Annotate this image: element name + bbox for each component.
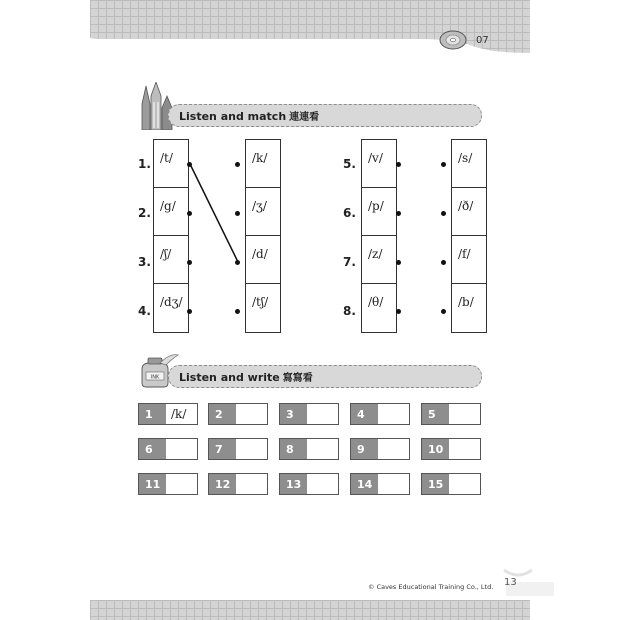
match-dot[interactable] (187, 211, 192, 216)
match-row-number: 2. (138, 206, 151, 220)
match-dot[interactable] (441, 211, 446, 216)
match-dot[interactable] (235, 162, 240, 167)
phoneme-column-left-2 (361, 139, 397, 333)
phoneme-cell: /k/ (246, 140, 280, 188)
match-dot[interactable] (187, 309, 192, 314)
write-box-number: 7 (209, 439, 236, 459)
match-row-number: 1. (138, 157, 151, 171)
write-box-number: 12 (209, 474, 236, 494)
match-row-number: 3. (138, 255, 151, 269)
phoneme-column-right-2 (451, 139, 487, 333)
phoneme-cell: /f/ (452, 236, 486, 284)
write-box-number: 14 (351, 474, 378, 494)
write-answer-box[interactable] (421, 473, 481, 495)
write-answer-box[interactable] (421, 438, 481, 460)
phoneme-column-right-1 (245, 139, 281, 333)
phoneme-cell: /d/ (246, 236, 280, 284)
match-dot[interactable] (187, 162, 192, 167)
write-answer-box[interactable] (138, 403, 198, 425)
write-section-banner (168, 365, 482, 388)
phoneme-cell: /b/ (458, 295, 474, 309)
write-box-number: 5 (422, 404, 449, 424)
phoneme-cell: /ð/ (452, 188, 486, 236)
page-number-top: 07 (476, 35, 489, 46)
match-dot[interactable] (441, 162, 446, 167)
match-dot[interactable] (235, 260, 240, 265)
cd-disc-icon (438, 29, 468, 51)
phoneme-cell: /z/ (362, 236, 396, 284)
phoneme-cell: /tʃ/ (252, 295, 269, 309)
phoneme-cell: /t/ (154, 140, 188, 188)
page-number-bottom: 13 (504, 577, 517, 588)
phoneme-cell: /θ/ (368, 295, 384, 309)
match-dot[interactable] (441, 309, 446, 314)
write-box-number: 1 (139, 404, 166, 424)
write-title-cn: 寫寫看 (282, 373, 313, 384)
write-box-number: 9 (351, 439, 378, 459)
phoneme-cell: /p/ (362, 188, 396, 236)
footer-grid-band (90, 600, 530, 620)
write-box-number: 4 (351, 404, 378, 424)
phoneme-cell: /ʃ/ (154, 236, 188, 284)
match-dot[interactable] (187, 260, 192, 265)
match-title-en: Listen and match (179, 110, 287, 123)
write-box-number: 10 (422, 439, 449, 459)
match-dot[interactable] (396, 162, 401, 167)
write-answer-box[interactable] (350, 403, 410, 425)
phoneme-cell: /dʒ/ (160, 295, 183, 309)
write-answer-box[interactable] (208, 403, 268, 425)
write-box-number: 15 (422, 474, 449, 494)
write-box-answer: /k/ (171, 407, 187, 421)
phoneme-cell: /g/ (154, 188, 188, 236)
phoneme-cell: /ʒ/ (246, 188, 280, 236)
match-dot[interactable] (235, 309, 240, 314)
match-dot[interactable] (396, 211, 401, 216)
match-row-number: 7. (343, 255, 356, 269)
phoneme-column-left-1 (153, 139, 189, 333)
example-match-line (190, 164, 238, 262)
write-answer-box[interactable] (279, 473, 339, 495)
write-box-number: 13 (280, 474, 307, 494)
match-row-number: 5. (343, 157, 356, 171)
write-box-number: 2 (209, 404, 236, 424)
write-answer-box[interactable] (279, 438, 339, 460)
write-answer-box[interactable] (208, 438, 268, 460)
match-dot[interactable] (235, 211, 240, 216)
write-box-number: 11 (139, 474, 166, 494)
phoneme-cell: /s/ (452, 140, 486, 188)
match-dot[interactable] (441, 260, 446, 265)
write-answer-box[interactable] (350, 473, 410, 495)
copyright-text: © Caves Educational Training Co., Ltd. (368, 583, 494, 591)
write-answer-box[interactable] (138, 438, 198, 460)
match-dot[interactable] (396, 260, 401, 265)
write-box-number: 3 (280, 404, 307, 424)
match-section-title (179, 108, 319, 123)
write-answer-box[interactable] (350, 438, 410, 460)
svg-text:INK: INK (150, 374, 160, 381)
match-dot[interactable] (396, 309, 401, 314)
write-answer-box[interactable] (279, 403, 339, 425)
write-answer-box[interactable] (421, 403, 481, 425)
phoneme-cell: /v/ (362, 140, 396, 188)
write-box-number: 6 (139, 439, 166, 459)
write-answer-box[interactable] (208, 473, 268, 495)
write-box-number: 8 (280, 439, 307, 459)
write-answer-box[interactable] (138, 473, 198, 495)
match-row-number: 4. (138, 304, 151, 318)
match-row-number: 8. (343, 304, 356, 318)
match-title-cn: 連連看 (289, 112, 320, 123)
write-section-title (179, 369, 313, 384)
match-row-number: 6. (343, 206, 356, 220)
match-section-banner (168, 104, 482, 127)
write-title-en: Listen and write (179, 371, 280, 384)
